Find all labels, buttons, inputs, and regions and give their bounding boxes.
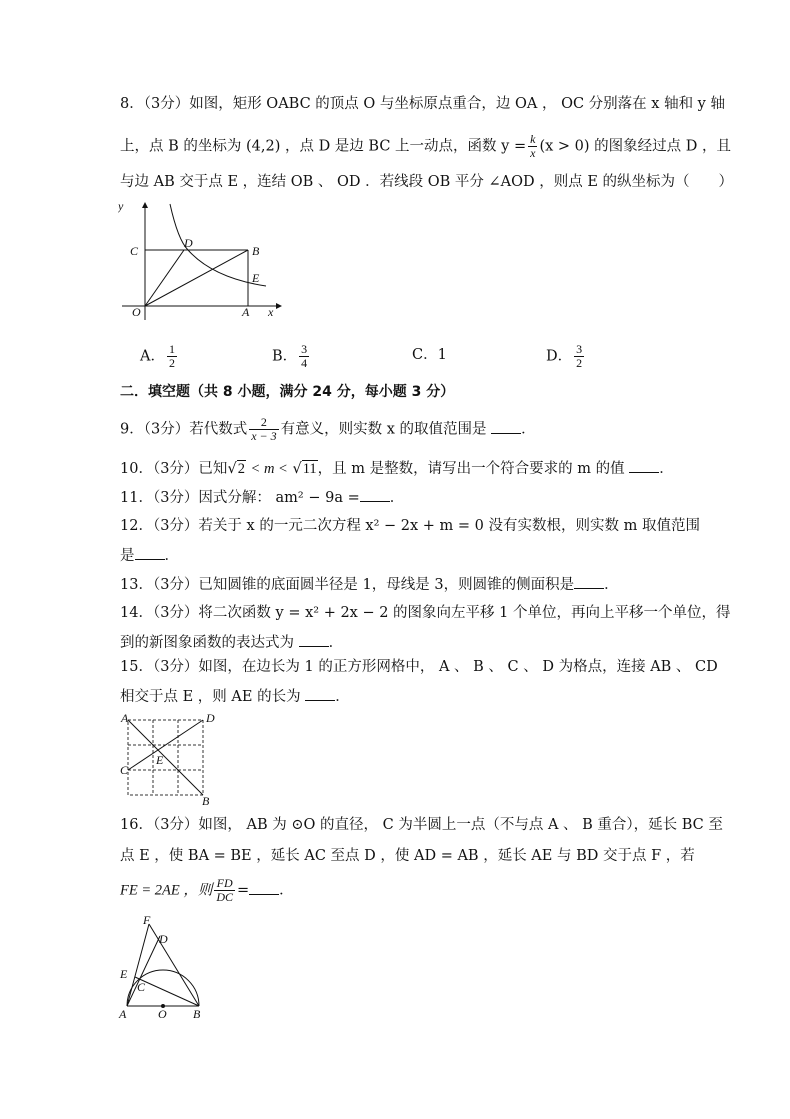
label-d: D (206, 712, 215, 725)
label-c: C (130, 244, 139, 258)
option-d[interactable]: D． $\frac{3}{2}$ (546, 342, 583, 370)
q13-blank[interactable] (574, 574, 604, 589)
option-c[interactable]: C．1 (412, 347, 447, 363)
q15-line2: 相交于点 E ，则 AE 的长为 ． (120, 686, 350, 707)
q11-blank[interactable] (360, 487, 390, 502)
label-o: O (158, 1007, 167, 1021)
q15-blank[interactable] (305, 686, 335, 701)
q12-blank[interactable] (135, 545, 165, 560)
q8-line1: 8．（3分）如图，矩形 OABC 的顶点 O 与坐标原点重合，边 OA ， OC 分别落在 x 轴和 y 轴 (120, 96, 725, 112)
label-e: E (252, 271, 260, 285)
label-o: O (132, 305, 141, 319)
segment-bf (149, 924, 199, 1006)
q16-blank[interactable] (249, 880, 279, 895)
label-b: B (193, 1007, 201, 1021)
label-c: C (120, 763, 129, 777)
label-d: D (184, 236, 193, 250)
label-a: A (121, 712, 129, 725)
section-fill-in-title: 二．填空题（共 8 小题，满分 24 分，每小题 3 分） (120, 384, 455, 400)
label-y: y (118, 200, 124, 213)
q16-line2: 点 E ，使 BA = BE ，延长 AC 至点 D ，使 AD = AB ，延长 AE 与 BD 交于点 F ，若 (120, 848, 695, 864)
option-a[interactable]: A． $\frac{1}{2}$ (140, 342, 175, 370)
q10-blank[interactable] (629, 458, 659, 473)
q15-line1: 15．（3分）如图，在边长为 1 的正方形网格中， A 、 B 、 C 、 D 为格点，连接 AB 、 CD (120, 659, 718, 675)
q8-line2: 上，点 B 的坐标为 (4,2) ，点 D 是边 BC 上一动点，函数 y = $\frac{k}{x}$ (x > 0) 的图象经过点 D ，且 (120, 132, 731, 160)
label-e: E (120, 967, 128, 981)
label-d: D (159, 932, 168, 946)
q16-line3: FE = 2AE ，则 $\frac{FD}{DC}$ = ． (120, 876, 294, 904)
q11: 11．（3分）因式分解： am² − 9a = ． (120, 487, 404, 508)
q12-line1: 12．（3分）若关于 x 的一元二次方程 x² − 2x + m = 0 没有实数根，则实数 m 取值范围 (120, 518, 700, 534)
label-b: B (252, 244, 260, 258)
q14-blank[interactable] (299, 632, 329, 647)
q13: 13．（3分）已知圆锥的底面圆半径是 1，母线是 3，则圆锥的侧面积是 ． (120, 574, 619, 595)
q10: 10．（3分）已知√2 < m < √11，且 m 是整数，请写出一个符合要求的 m 的值 ． (120, 458, 674, 479)
segment-ab (128, 720, 203, 795)
q12-line2: 是 ． (120, 545, 179, 566)
q16-figure (115, 910, 215, 1022)
q8-figure (118, 200, 283, 322)
segment-od (145, 250, 184, 306)
label-b: B (202, 794, 210, 808)
option-b[interactable]: B． $\frac{3}{4}$ (272, 342, 308, 370)
label-x: x (268, 305, 274, 319)
q9-blank[interactable] (491, 419, 521, 434)
q8-line3: 与边 AB 交于点 E ，连结 OB 、 OD ．若线段 OB 平分 ∠AOD ，则点 E 的纵坐标为（ ） (120, 174, 734, 190)
q8-fraction: $\frac{k}{x}$ (530, 132, 536, 160)
y-axis-arrow (142, 202, 148, 208)
label-a: A (242, 305, 250, 319)
label-c: C (137, 980, 146, 994)
q14-line2: 到的新图象函数的表达式为 ． (120, 632, 343, 653)
label-e: E (156, 753, 164, 767)
label-a: A (119, 1007, 127, 1021)
q14-line1: 14．（3分）将二次函数 y = x² + 2x − 2 的图象向左平移 1 个单位，再向上平移一个单位，得 (120, 605, 731, 621)
x-axis-arrow (276, 303, 282, 309)
q16-line1: 16．（3分）如图， AB 为 ⊙O 的直径， C 为半圆上一点（不与点 A 、 B 重合），延长 BC 至 (120, 817, 723, 833)
q15-grid-figure (118, 712, 218, 808)
label-f: F (143, 913, 151, 927)
q9: 9．（3分）若代数式 $\frac{2}{x - 3}$ 有意义，则实数 x 的取值范围是 ． (120, 415, 536, 443)
